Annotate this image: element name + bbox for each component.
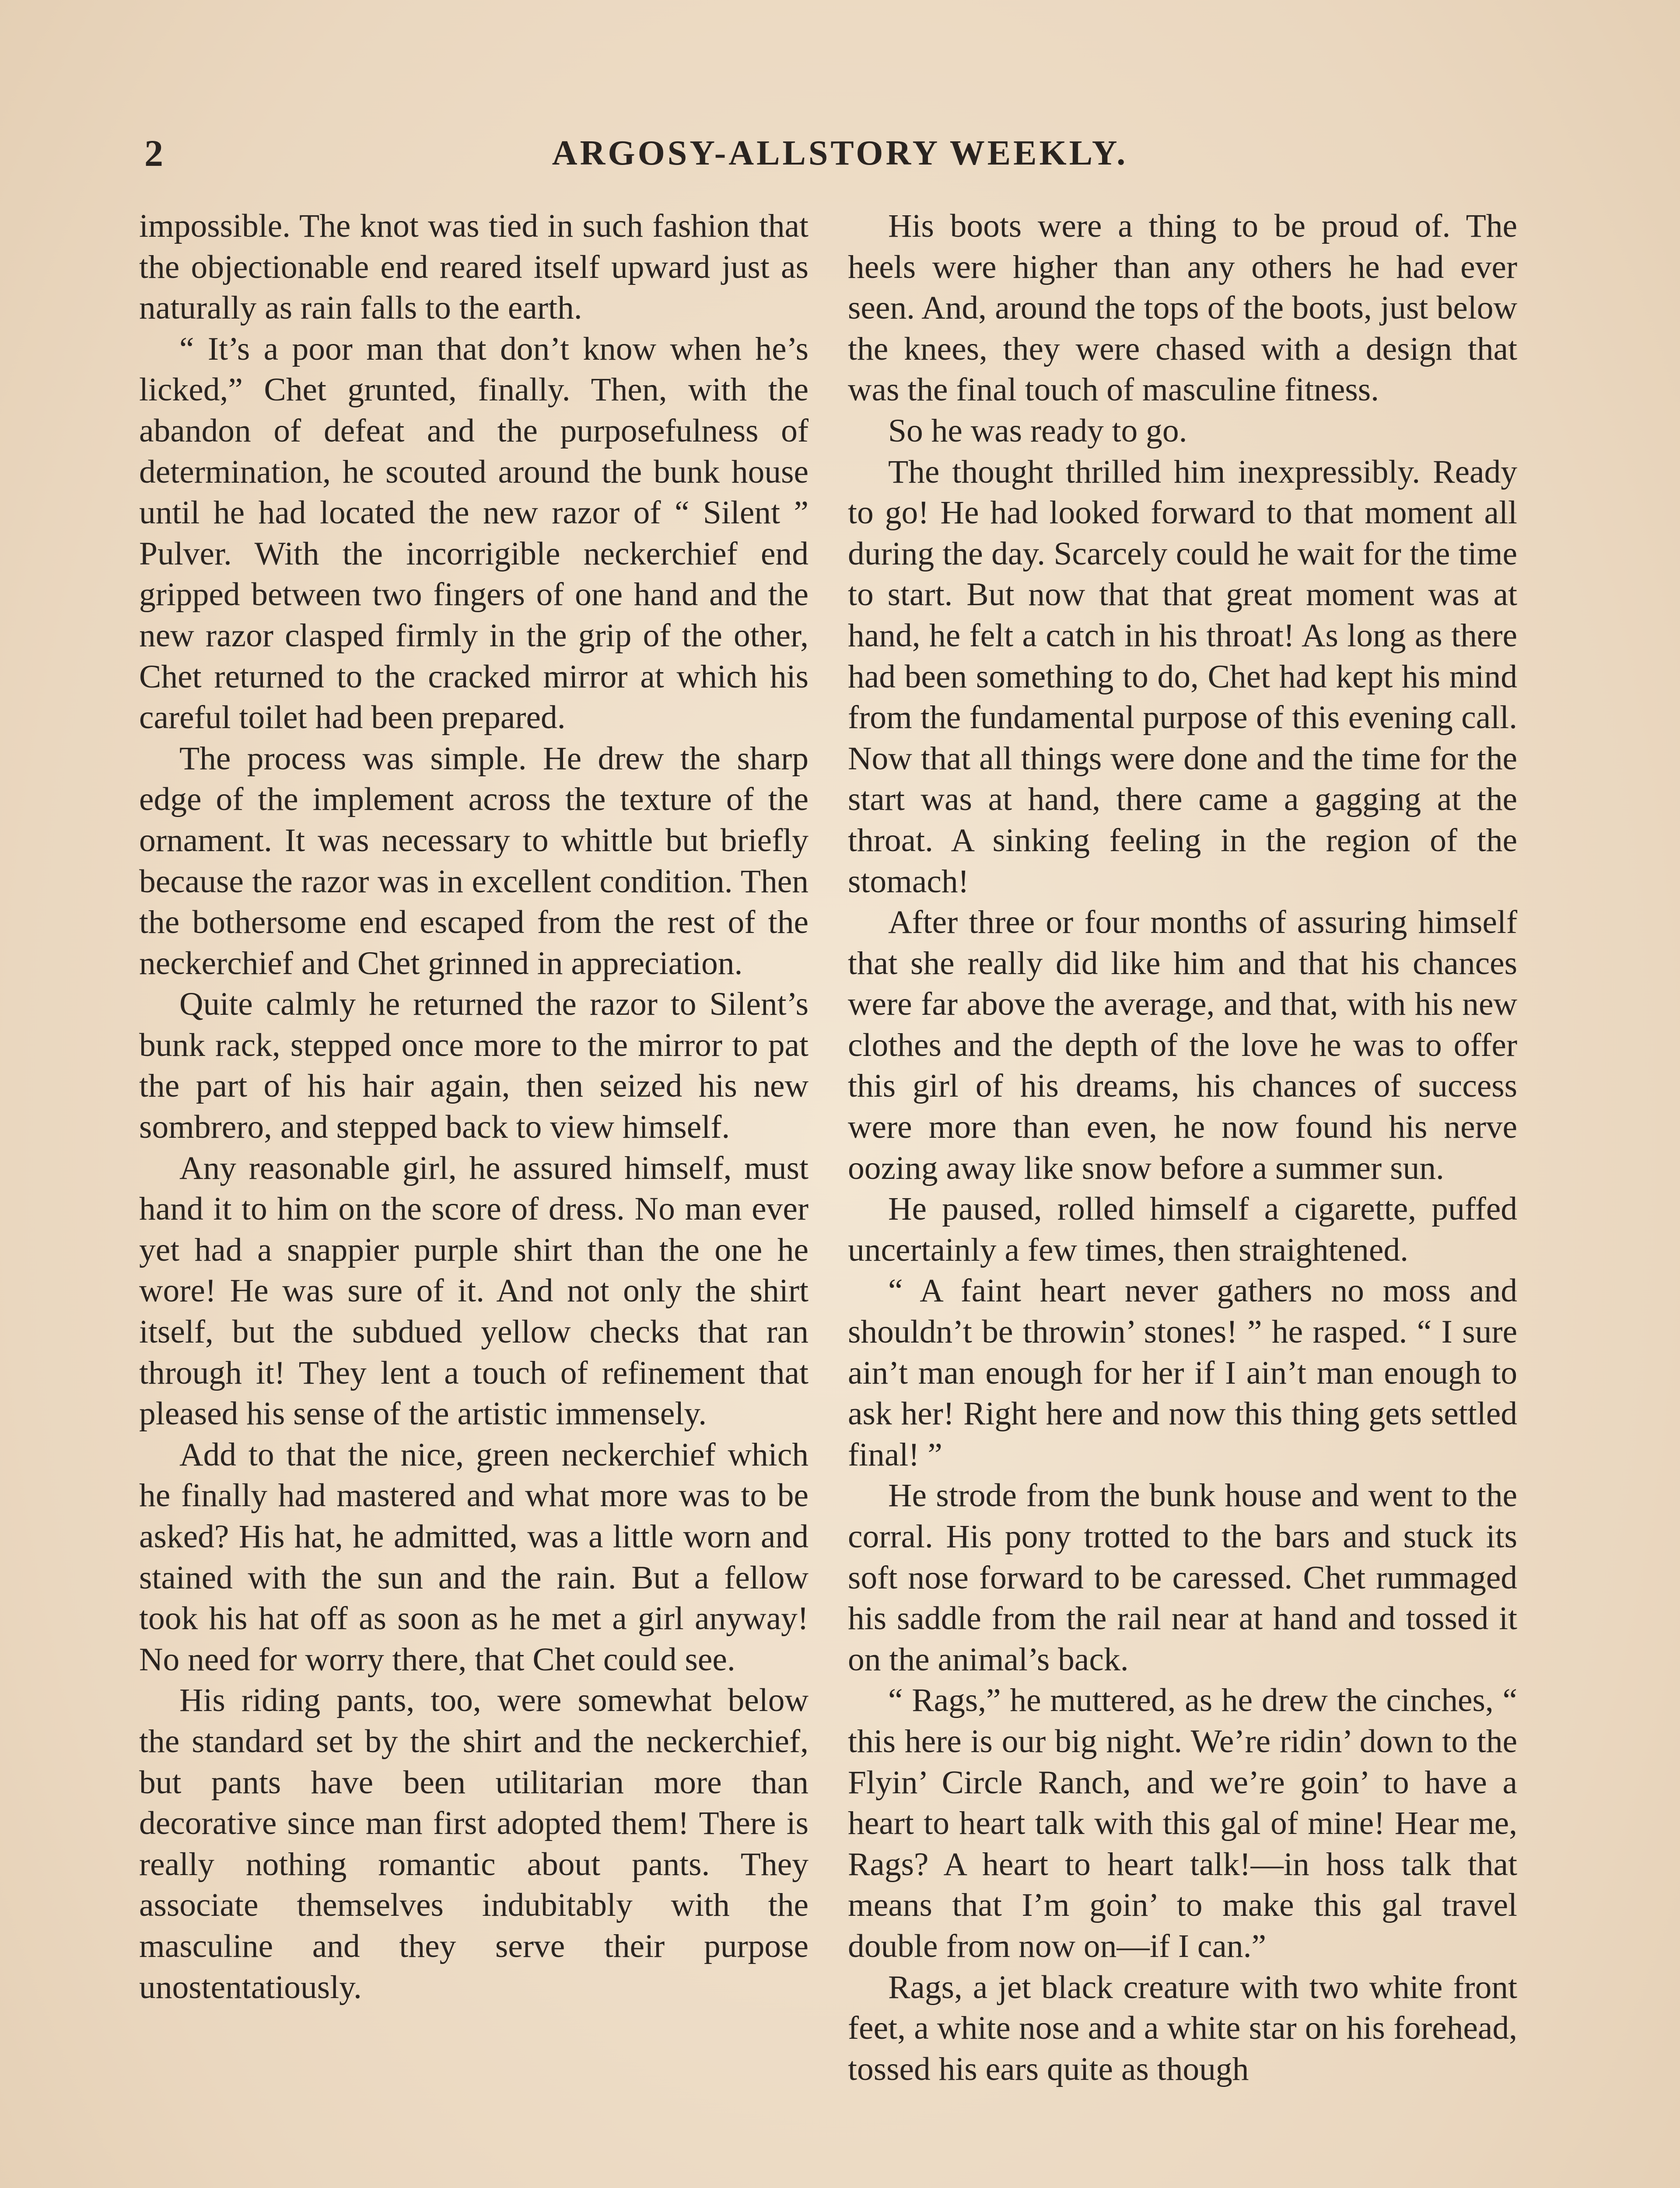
paragraph: So he was ready to go. bbox=[888, 412, 1187, 449]
paragraph: He strode from the bunk house and went to the corral. His pony trotted to the bars and stuck its soft nose forward to be caressed. Chet rummaged his saddle from the rail near at hand and tossed it on the animal’s back. bbox=[848, 1477, 1517, 1678]
paragraph: The thought thrilled him inexpressibly. Ready to go! He had looked forward to that moment all during the day. Scarcely could he wait for the time to start. But now that that great moment was at hand, he felt a catch in his throat! As long as there had been something to do, Chet had kept his mind from the fundamental purpose of this evening call. Now that all things were done and the time for the start was at hand, there came a gagging at the throat. A sinking feeling in the region of the stomach! bbox=[848, 453, 1517, 900]
paragraph: His boots were a thing to be proud of. The heels were higher than any others he had ever seen. And, around the tops of the boots, just below the knees, they were chased with a design that was the final touch of masculine fitness. bbox=[848, 208, 1517, 408]
page-header bbox=[144, 129, 1536, 177]
paragraph: The process was simple. He drew the sharp edge of the implement across the texture of the ornament. It was necessary to whittle but briefly because the razor was in excellent condition. Then the bothersome end escaped from the rest of the neckerchief and Chet grinned in appreciation. bbox=[139, 740, 808, 982]
paragraph: impossible. The knot was tied in such fashion that the objectionable end reared itself upward just as naturally as rain falls to the earth. bbox=[139, 208, 808, 326]
paragraph: “ Rags,” he muttered, as he drew the cinches, “ this here is our big night. We’re ridin’ down to the Flyin’ Circle Ranch, and we’re goin’ to have a heart to heart talk with this gal of mine! Hear me, Rags? A heart to heart talk!—in hoss talk that means that I’m goin’ to make this gal travel double from now on—if I can.” bbox=[848, 1682, 1517, 1964]
page-number: 2 bbox=[144, 132, 163, 174]
paragraph: Quite calmly he returned the razor to Silent’s bunk rack, stepped once more to the mirror to pat the part of his hair again, then seized his new sombrero, and stepped back to view himself. bbox=[139, 986, 808, 1146]
left-column bbox=[139, 206, 808, 2008]
paragraph: After three or four months of assuring himself that she really did like him and that his chances were far above the average, and that, with his new clothes and the depth of the love he was to offer this girl of his dreams, his chances of success were more than even, he now found his nerve oozing away like snow before a summer sun. bbox=[848, 904, 1517, 1186]
paragraph: “ It’s a poor man that don’t know when he’s licked,” Chet grunted, finally. Then, with the abandon of defeat and the purposefulness of determination, he scouted around the bunk house until he had located the new razor of “ Silent ” Pulver. With the incorrigible neckerchief end gripped between two fingers of one hand and the new razor clasped firmly in the grip of the other, Chet returned to the cracked mirror at which his careful toilet had been prepared. bbox=[139, 330, 808, 736]
paragraph: He paused, rolled himself a cigarette, puffed uncertainly a few times, then straightened. bbox=[848, 1191, 1517, 1268]
running-head: ARGOSY-ALLSTORY WEEKLY. bbox=[552, 134, 1128, 172]
paragraph: His riding pants, too, were somewhat below the standard set by the shirt and the neckerchief, but pants have been utilitarian more than decorative since man first adopted them! There is really nothing romantic about pants. They associate themselves indubitably with the masculine and they serve their purpose unostentatiously. bbox=[139, 1682, 808, 2006]
paragraph: Rags, a jet black creature with two white front feet, a white nose and a white star on his forehead, tossed his ears quite as though bbox=[848, 1969, 1517, 2087]
paragraph: “ A faint heart never gathers no moss and shouldn’t be throwin’ stones! ” he rasped. “ I sure ain’t man enough for her if I ain’t man enough to ask her! Right here and now this thing gets settled final! ” bbox=[848, 1273, 1517, 1473]
paragraph: Any reasonable girl, he assured himself, must hand it to him on the score of dress. No man ever yet had a snappier purple shirt than the one he wore! He was sure of it. And not only the shirt itself, but the subdued yellow checks that ran through it! They lent a touch of refinement that pleased his sense of the artistic immensely. bbox=[139, 1150, 808, 1432]
right-column bbox=[848, 206, 1517, 2090]
paragraph: Add to that the nice, green neckerchief which he finally had mastered and what more was to be asked? His hat, he admitted, was a little worn and stained with the sun and the rain. But a fellow took his hat off as soon as he met a girl anyway! No need for worry there, that Chet could see. bbox=[139, 1436, 808, 1678]
